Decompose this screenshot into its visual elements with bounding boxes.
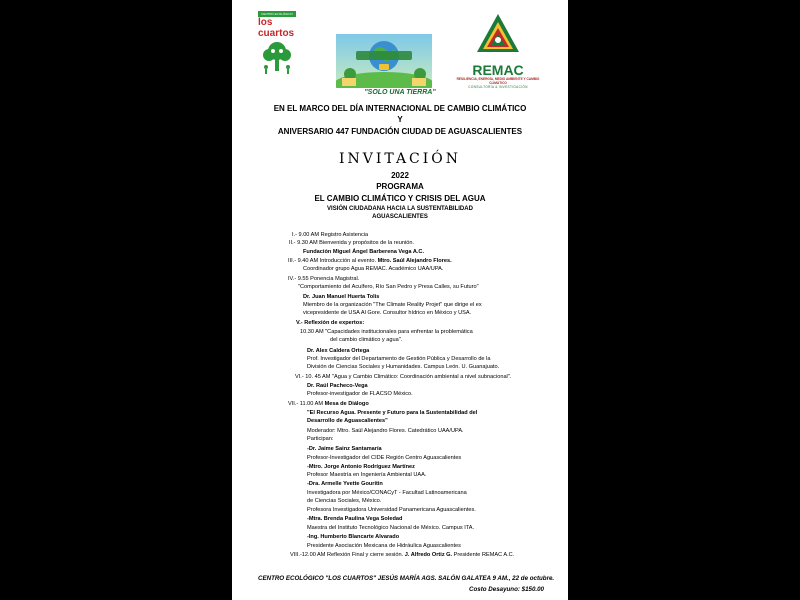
moderator-label: Moderador: (307, 428, 336, 434)
agenda-item-4: IV.- 9.55 Ponencia Magistral. (288, 276, 360, 282)
header-line-2: Y (397, 115, 403, 124)
participant-2-name: -Mtro. Jorge Antonio Rodríguez Martínez (307, 464, 415, 470)
invitation-title: INVITACIÓN (338, 151, 462, 167)
dialogue-title-1: "El Recurso Agua. Presente y Futuro para la Sustentabilidad del (307, 410, 478, 416)
participant-3-bio-1: Investigadora por México/CONACyT - Facultad Latinoamericana (307, 490, 467, 496)
breakfast-cost: Costo Desayuno: $150.00 (469, 586, 544, 593)
agenda-item-7 (288, 401, 369, 408)
participant-3-bio-3: Profesora Investigadora Universidad Panamericana Aguascalientes. (307, 507, 476, 513)
dialogue-label: Mesa de Diálogo (324, 401, 369, 407)
speaker-role: Coordinador grupo Agua REMAC. Académico UAA/UPA. (303, 266, 444, 272)
closing-speaker: J. Alfredo Ortiz G. (404, 552, 453, 558)
logo-badge: CENTRO ECOLÓGICO (258, 11, 296, 17)
remac-mountain-icon (475, 12, 521, 56)
expert-1-name: Dr. Alex Caldera Ortega (307, 348, 370, 354)
agenda-item-3-text: III.- 9.40 AM Introducción al evento. (288, 258, 376, 264)
program-title: EL CAMBIO CLIMÁTICO Y CRISIS DEL AGUA (314, 194, 486, 203)
remac-name: REMAC (472, 62, 524, 78)
logo-text-line2: cuartos (258, 28, 295, 39)
dialogue-title-2: Desarrollo de Aguascalientes" (307, 418, 388, 424)
subtitle-2: AGUASCALIENTES (372, 214, 428, 220)
agenda-item-5: V.- Reflexión de expertos: (296, 320, 365, 326)
participant-1-name: -Dr. Jaime Sainz Santamaría (307, 446, 382, 452)
keynote-title: "Comportamiento del Acuífero, Río San Pedro y Presa Calles, su Futuro" (298, 284, 479, 290)
panel-1-title-2: del cambio climático y agua". (330, 337, 403, 343)
participant-4-name: -Mtra. Brenda Paulina Vega Soledad (307, 516, 403, 522)
remac-logo (456, 12, 540, 88)
agenda-item-8-text: VIII.-12.00 AM Reflexión Final y cierre sesión. (290, 552, 404, 558)
participant-1-bio: Profesor-Investigador del CIDE Región Centro Aguascalientes (307, 455, 462, 461)
participants-label: Participan: (307, 436, 334, 442)
participant-3-name: -Dra. Armelle Yvette Gouritin (307, 481, 383, 487)
participant-2-bio: Profesor Maestría en Ingeniería Ambiental UAA. (307, 472, 427, 478)
invitation-document (232, 0, 568, 600)
logo-text-line1: los (258, 17, 273, 28)
moderator-line (307, 428, 464, 435)
keynote-speaker-bio-1: Miembro de la organización "The Climate Reality Projet" que dirige el ex (303, 302, 482, 308)
panel-1-title-1: 10.30 AM "Capacidades institucionales para enfrentar la problemática (300, 329, 473, 335)
climate-day-banner-image (336, 34, 432, 88)
year: 2022 (391, 171, 409, 180)
agenda-item-1: I.- 9.00 AM Registro Asistencia (292, 232, 369, 238)
expert-1-bio-1: Prof. Investigador del Departamento de Gestión Pública y Desarrollo de la (307, 356, 491, 362)
agenda-item-6: VI.- 10. 45 AM "Agua y Cambio Climático: Coordinación ambiental a nivel subnacional". (295, 374, 512, 380)
participant-4-bio: Maestra del Instituto Tecnológico Nacional de México. Campus ITA. (307, 525, 475, 531)
expert-2-name: Dr. Raúl Pacheco-Vega (307, 383, 368, 389)
los-cuartos-logo (258, 11, 298, 85)
moderator-name: Mtro. Saúl Alejandro Flores. Catedrático UAA/UPA. (337, 428, 464, 434)
keynote-speaker-bio-2: vicepresidente de USA Al Gore. Consultor hídrico en México y USA. (303, 310, 472, 316)
remac-tagline: CONSULTORÍA & INVESTIGACIÓN (468, 85, 528, 89)
participant-3-bio-2: de Ciencias Sociales, México. (307, 498, 382, 504)
speaker-name: Mtro. Saúl Alejandro Flores. (377, 258, 452, 264)
closing-speaker-role: Presidente REMAC A.C. (453, 552, 515, 558)
agenda-item-2: II.- 9.30 AM Bienvenida y propósitos de la reunión. (289, 240, 415, 246)
agenda-item-7-time: VII.- 11.00 AM (288, 401, 324, 407)
venue-footer: CENTRO ECOLÓGICO "LOS CUARTOS" JESÚS MARÍA AGS. SALÓN GALATEA 9 AM., 22 de octubre. (258, 575, 555, 582)
agenda-item-8 (290, 552, 514, 559)
agenda-item-3 (288, 258, 452, 265)
expert-1-bio-2: División de Ciencias Sociales y Humanidades. Campus León. U. Guanajuato. (307, 364, 500, 370)
agenda-org: Fundación Miguel Ángel Barberena Vega A.C. (303, 249, 425, 255)
header-line-3: ANIVERSARIO 447 FUNDACIÓN CIUDAD DE AGUASCALIENTES (277, 127, 523, 136)
slogan: "SOLO UNA TIERRA" (364, 89, 436, 96)
remac-subtitle: RESILIENCIA, ENERGÍA, MEDIO AMBIENTE Y CAMBIO CLIMÁTICO (456, 77, 540, 85)
participant-5-name: -Ing. Humberto Blancarte Alvarado (307, 534, 400, 540)
expert-2-bio: Profesor-investigador de FLACSO México. (307, 391, 413, 397)
program-label: PROGRAMA (376, 182, 424, 191)
tree-icon (258, 41, 296, 75)
subtitle-1: VISIÓN CIUDADANA HACIA LA SUSTENTABILIDAD (327, 206, 473, 212)
header-line-1: EN EL MARCO DEL DÍA INTERNACIONAL DE CAMBIO CLIMÁTICO (273, 104, 527, 113)
participant-5-bio: Presidente Asociación Mexicana de Hidráulica Aguascalientes (307, 543, 461, 549)
keynote-speaker: Dr. Juan Manuel Huerta Tolis (303, 294, 380, 300)
